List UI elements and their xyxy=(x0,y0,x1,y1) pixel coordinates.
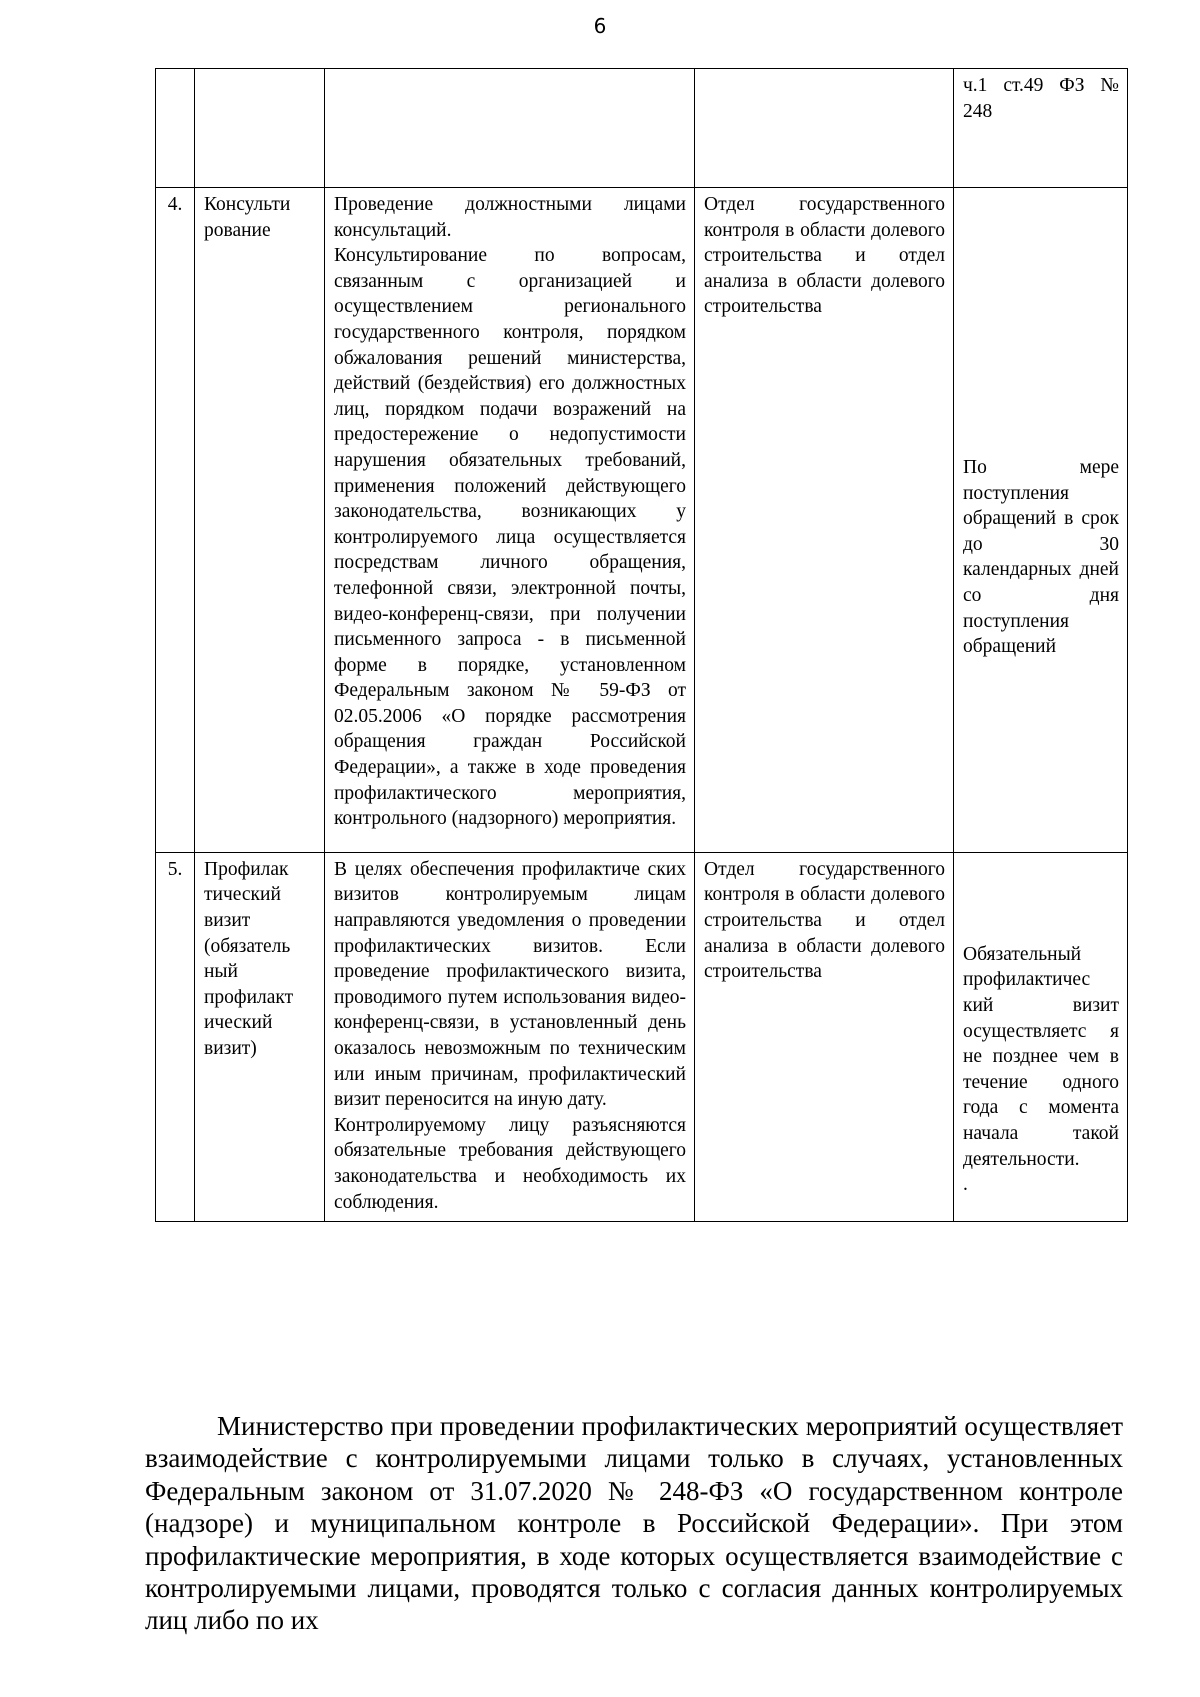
term-text: По мере поступления обращений в срок до 30 календарных дней со дня поступления обращений xyxy=(963,457,1119,658)
cell-dept: Отдел государственного контроля в области долевого строительства и отдел анализа в области долевого строительства xyxy=(695,852,954,1221)
term-extra: . xyxy=(963,1174,968,1196)
content-paragraph: Контролируемому лицу разъясняются обязательные требования действующего законодательства и необходимость их соблюдения. xyxy=(334,1114,686,1213)
cell-term: ч.1 ст.49 ФЗ № 248 xyxy=(954,69,1128,188)
cell-name xyxy=(195,69,325,188)
table-row-continuation xyxy=(156,69,1128,188)
cell-dept xyxy=(695,69,954,188)
cell-num xyxy=(156,69,195,188)
cell-num: 5. xyxy=(156,852,195,1221)
cell-term xyxy=(954,852,1128,1221)
cell-term xyxy=(954,188,1128,853)
content-paragraph: Проведение должностными лицами консультаций. xyxy=(334,194,686,241)
term-text: Обязательный профилактичес кий визит осуществляетс я не позднее чем в течение одного года с момента начала такой деятельности. xyxy=(963,943,1119,1170)
content-paragraph: Консультирование по вопросам, связанным с организацией и осуществлением регионального государственного контроля, порядком обжалования решений министерства, действий (бездействия) его должностных лиц, порядком подачи возражений на предостережение о недопустимости нарушения обязательных требований, применения положений действующего законодательства, возникающих у контролируемого лица осуществляется посредствам личного обращения, телефонной связи, электронной почты, видео-конференц-связи, при получении письменного запроса - в письменной форме в порядке, установленном Федеральным законом № 59-ФЗ от 02.05.2006 «О порядке рассмотрения обращения граждан Российской Федерации», а также в ходе проведения профилактического мероприятия, контрольного (надзорного) мероприятия. xyxy=(334,245,686,830)
cell-name: Профилак тический визит (обязатель ный профилакт ический визит) xyxy=(195,852,325,1221)
cell-content xyxy=(325,188,695,853)
cell-content xyxy=(325,69,695,188)
cell-content xyxy=(325,852,695,1221)
measures-table xyxy=(155,68,1128,1222)
content-paragraph: В целях обеспечения профилактиче ских визитов контролируемым лицам направляются уведомления о проведении профилактических визитов. Если проведение профилактического визита, проводимого путем использования видео-конференц-связи, в установленный день оказалось невозможным по техническим или иным причинам, профилактический визит переносится на иную дату. xyxy=(334,858,686,1111)
body-paragraph: Министерство при проведении профилактических мероприятий осуществляет взаимодействие с контролируемыми лицами только в случаях, установленных Федеральным законом от 31.07.2020 № 248-ФЗ «О государственном контроле (надзоре) и муниципальном контроле в Российской Федерации». При этом профилактические мероприятия, в ходе которых осуществляется взаимодействие с контролируемыми лицами, проводятся только с согласия данных контролируемых лиц либо по их xyxy=(145,1411,1123,1636)
table-row-preventive-visit xyxy=(156,852,1128,1221)
table-row-consultation xyxy=(156,188,1128,853)
cell-name: Консульти рование xyxy=(195,188,325,853)
page-number: 6 xyxy=(593,14,607,38)
cell-dept: Отдел государственного контроля в области долевого строительства и отдел анализа в области долевого строительства xyxy=(695,188,954,853)
cell-num: 4. xyxy=(156,188,195,853)
